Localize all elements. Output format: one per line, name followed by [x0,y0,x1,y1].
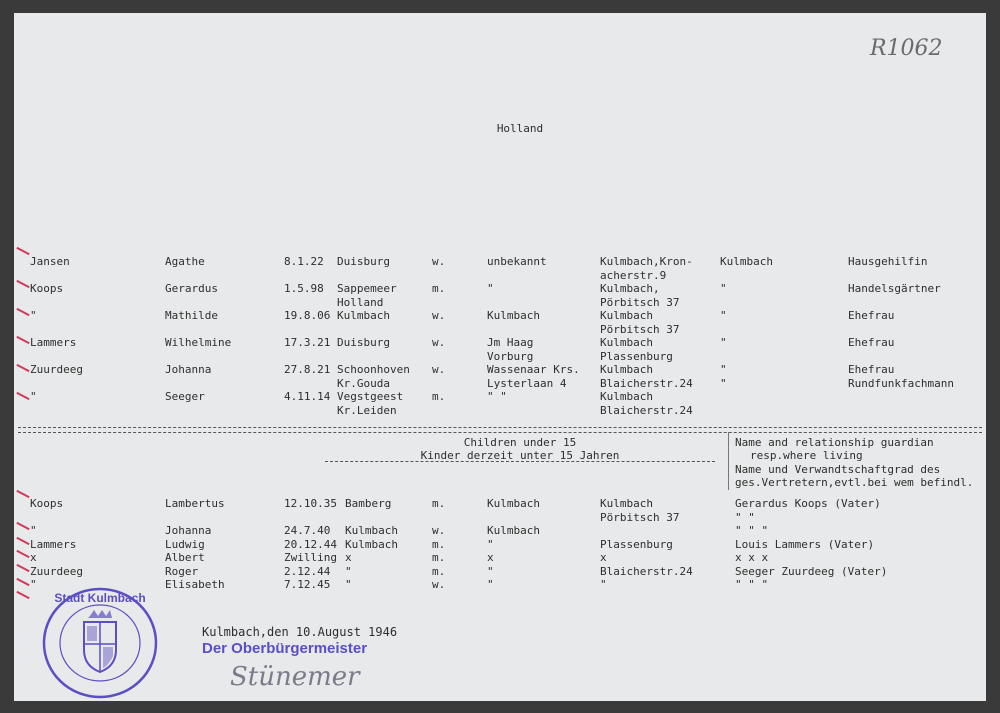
adult-cell: Ehefrau [848,309,895,322]
child-cell: Johanna [165,524,212,537]
adult-cell: Vorburg [487,349,534,363]
adult-cell: Ehefrau [848,363,895,376]
adult-cell: " [30,390,37,403]
adult-cell: " [720,336,727,349]
adult-cell: Duisburg [337,255,390,268]
adult-cell: Kulmbach, [600,282,660,295]
adult-cell: Wassenaar Krs. [487,363,580,376]
child-cell: x [600,551,607,564]
child-cell: 2.12.44 [284,564,331,578]
guardian-header-de: Name und Verwandtschaftgrad des [735,463,941,476]
child-cell: Bamberg [345,497,392,510]
divider [18,432,982,433]
adult-cell: Vegstgeest [337,390,404,403]
adult-cell: Pörbitsch 37 [600,322,680,336]
child-cell: Kulmbach [487,497,540,510]
child-cell: m. [432,564,446,578]
adult-cell: Holland [337,295,384,309]
child-cell: " " " [735,524,769,537]
column-divider [728,432,729,490]
adult-cell: acherstr.9 [600,268,667,282]
adult-cell: Lysterlaan 4 [487,376,567,390]
child-cell: 24.7.40 [284,524,331,537]
child-cell: " [600,578,607,591]
adult-cell: Kulmbach [600,390,653,403]
child-cell: Albert [165,551,205,564]
adult-cell: 17.3.21 [284,336,331,349]
adult-cell: " [720,363,727,376]
adult-cell: Johanna [165,363,212,376]
child-cell: m. [432,537,446,551]
adult-cell: Mathilde [165,309,218,322]
adult-cell: w. [432,309,446,322]
child-cell: 20.12.44 [284,537,337,551]
child-cell: x [30,551,37,564]
adult-cell: unbekannt [487,255,547,268]
adult-cell: Gerardus [165,282,218,295]
adult-cell: Wilhelmine [165,336,232,349]
adult-cell: Ehefrau [848,336,895,349]
child-cell: m. [432,497,446,510]
child-cell: Lammers [30,537,77,551]
child-cell: " [487,578,494,591]
child-cell: Kulmbach [487,524,540,537]
adult-cell: Jm Haag [487,336,534,349]
child-cell: x [487,551,494,564]
adult-cell: Kulmbach [600,309,653,322]
adult-cell: Kulmbach [487,309,540,322]
adult-cell: 19.8.06 [284,309,331,322]
adult-cell: Lammers [30,336,77,349]
adult-cell: Kulmbach [600,363,653,376]
adult-cell: 4.11.14 [284,390,331,403]
handwritten-signature: Stünemer [230,662,360,692]
adult-cell: w. [432,363,446,376]
guardian-header-en-2: resp.where living [750,449,863,462]
child-cell: w. [432,578,446,591]
child-cell: Seeger Zuurdeeg (Vater) [735,564,888,578]
place-date: Kulmbach,den 10.August 1946 [202,625,398,639]
child-cell: 12.10.35 [284,497,337,510]
child-cell: Elisabeth [165,578,225,591]
child-cell: x [345,551,352,564]
adult-cell: Blaicherstr.24 [600,376,693,390]
child-cell: w. [432,524,446,537]
adult-cell: Seeger [165,390,205,403]
child-cell: " " [735,510,755,524]
child-cell: " [345,564,352,578]
adult-cell: w. [432,336,446,349]
child-cell: Gerardus Koops (Vater) [735,497,881,510]
adult-cell: " [487,282,494,295]
child-cell: " [487,564,494,578]
adult-cell: 8.1.22 [284,255,324,268]
adult-cell: m. [432,282,446,295]
child-cell: Pörbitsch 37 [600,510,680,524]
adult-cell: Sappemeer [337,282,397,295]
child-cell: " " " [735,578,769,591]
adult-cell: w. [432,255,446,268]
document-title: Holland [496,122,544,135]
mayor-stamp: Der Oberbürgermeister [202,640,368,657]
adult-cell: Blaicherstr.24 [600,403,693,417]
adult-cell: Kulmbach [337,309,390,322]
child-cell: Zwilling [284,551,337,564]
child-cell: Zuurdeeg [30,564,83,578]
adult-cell: " " [487,390,507,403]
child-cell: " [30,578,37,591]
adult-cell: Plassenburg [600,349,673,363]
child-cell: Plassenburg [600,537,673,551]
adult-cell: Agathe [165,255,205,268]
city-seal [40,586,160,702]
adult-cell: " [720,282,727,295]
guardian-header-de-2: ges.Vertretern,evtl.bei wem befindl. [735,476,974,489]
adult-cell: Pörbitsch 37 [600,295,680,309]
child-cell: 7.12.45 [284,578,331,591]
children-header-en: Children under 15 [463,436,577,449]
child-cell: Koops [30,497,64,510]
archive-annotation: R1062 [870,36,943,61]
adult-cell: " [30,309,37,322]
child-cell: Kulmbach [345,524,398,537]
adult-cell: Kulmbach [600,336,653,349]
child-cell: Roger [165,564,199,578]
adult-cell: " [720,309,727,322]
child-cell: m. [432,551,446,564]
adult-cell: Koops [30,282,64,295]
child-cell: " [487,537,494,551]
adult-cell: Kr.Gouda [337,376,390,390]
adult-cell: 1.5.98 [284,282,324,295]
children-header-de: Kinder derzeit unter 15 Jahren [420,449,620,462]
guardian-header-en: Name and relationship guardian [735,436,934,449]
child-cell: Ludwig [165,537,205,551]
adult-cell: Kulmbach,Kron- [600,255,693,268]
adult-cell: Schoonhoven [337,363,410,376]
adult-cell: Jansen [30,255,70,268]
adult-cell: Rundfunkfachmann [848,376,954,390]
child-cell: Kulmbach [345,537,398,551]
child-cell: Kulmbach [600,497,653,510]
adult-cell: Duisburg [337,336,390,349]
divider [18,427,982,428]
seal-text: Stadt Kulmbach [54,591,146,605]
child-cell: Blaicherstr.24 [600,564,693,578]
adult-cell: m. [432,390,446,403]
adult-cell: Zuurdeeg [30,363,83,376]
child-cell: " [30,524,37,537]
child-cell: Louis Lammers (Vater) [735,537,875,551]
child-cell: x x x [735,551,769,564]
adult-cell: Kr.Leiden [337,403,397,417]
adult-cell: Hausgehilfin [848,255,928,268]
child-cell: " [345,578,352,591]
adult-cell: " [720,376,727,390]
child-cell: Lambertus [165,497,225,510]
adult-cell: 27.8.21 [284,363,331,376]
adult-cell: Kulmbach [720,255,773,268]
adult-cell: Handelsgärtner [848,282,941,295]
